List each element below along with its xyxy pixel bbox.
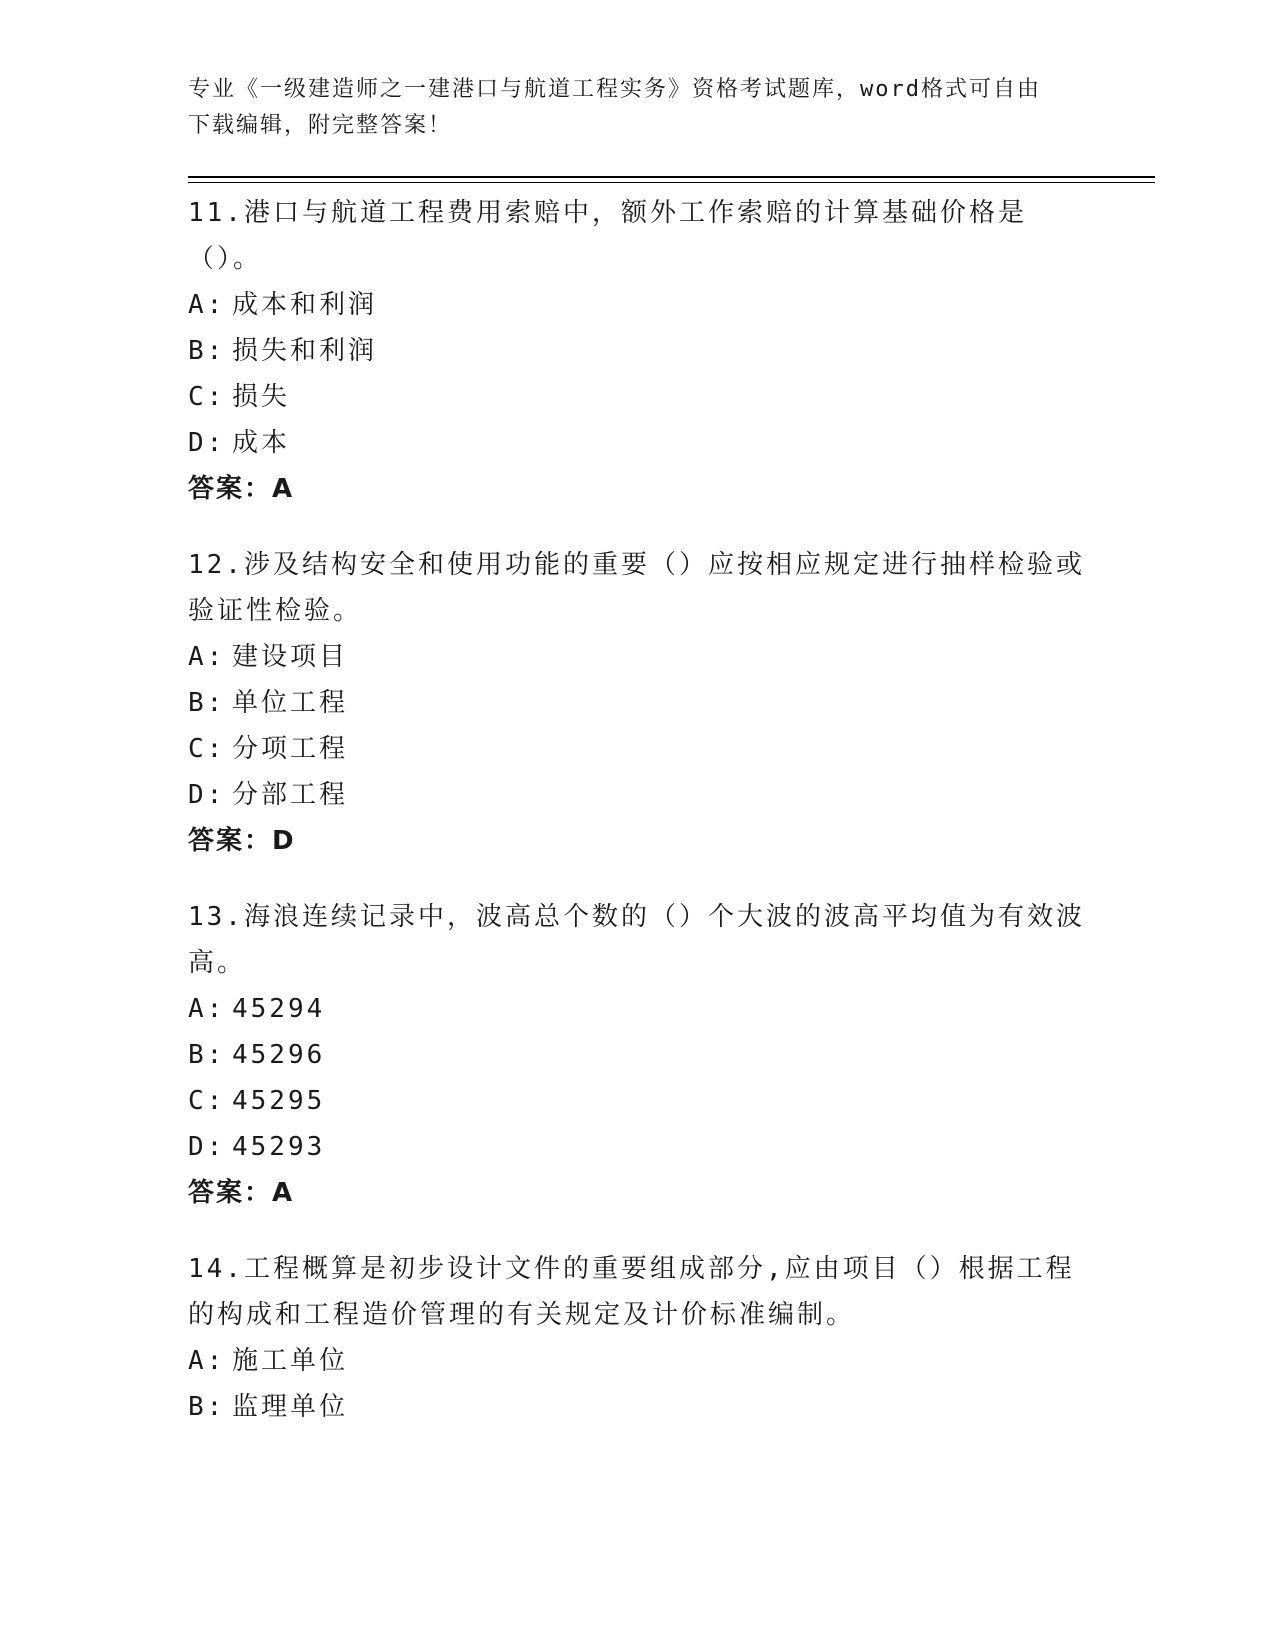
option-key: B:: [188, 1392, 226, 1422]
option-text: 施工单位: [232, 1346, 349, 1376]
document-header: [188, 72, 1088, 144]
option-text: 成本和利润: [232, 290, 378, 320]
option-c: [188, 374, 1088, 420]
option-a: [188, 634, 1088, 680]
option-text: 分部工程: [232, 780, 349, 810]
option-d: [188, 1124, 1088, 1170]
option-a: [188, 986, 1088, 1032]
option-text: 45296: [232, 1040, 326, 1070]
option-c: [188, 726, 1088, 772]
option-text: 45295: [232, 1086, 326, 1116]
option-key: D:: [188, 1132, 226, 1162]
option-key: B:: [188, 688, 226, 718]
question-12: [188, 542, 1088, 864]
question-text: 14.工程概算是初步设计文件的重要组成部分,应由项目（）根据工程的构成和工程造价管理的有关规定及计价标准编制。: [188, 1254, 1075, 1330]
answer-label: 答案：A: [188, 474, 295, 504]
option-b: [188, 680, 1088, 726]
option-key: B:: [188, 336, 226, 366]
option-key: A:: [188, 290, 226, 320]
question-text: 11.港口与航道工程费用索赔中，额外工作索赔的计算基础价格是（）。: [188, 198, 1027, 274]
header-line-1: 专业《一级建造师之一建港口与航道工程实务》资格考试题库，word格式可自由: [188, 77, 1041, 102]
option-c: [188, 1078, 1088, 1124]
question-list: [188, 190, 1088, 1460]
option-key: C:: [188, 734, 226, 764]
option-text: 45294: [232, 994, 326, 1024]
option-key: C:: [188, 1086, 226, 1116]
option-key: B:: [188, 1040, 226, 1070]
option-key: D:: [188, 428, 226, 458]
option-text: 损失和利润: [232, 336, 378, 366]
header-divider-thin: [188, 182, 1155, 183]
option-text: 建设项目: [232, 642, 349, 672]
header-line-2: 下载编辑，附完整答案！: [188, 113, 453, 138]
option-d: [188, 420, 1088, 466]
answer-label: 答案：D: [188, 826, 296, 856]
option-d: [188, 772, 1088, 818]
option-text: 损失: [232, 382, 291, 412]
answer-label: 答案：A: [188, 1178, 295, 1208]
option-key: A:: [188, 1346, 226, 1376]
question-text: 12.涉及结构安全和使用功能的重要（）应按相应规定进行抽样检验或验证性检验。: [188, 550, 1085, 626]
option-key: D:: [188, 780, 226, 810]
question-11: [188, 190, 1088, 512]
option-key: A:: [188, 642, 226, 672]
option-key: C:: [188, 382, 226, 412]
option-text: 成本: [232, 428, 291, 458]
option-text: 单位工程: [232, 688, 349, 718]
option-text: 监理单位: [232, 1392, 349, 1422]
option-text: 分项工程: [232, 734, 349, 764]
question-13: [188, 894, 1088, 1216]
option-b: [188, 1032, 1088, 1078]
option-a: [188, 282, 1088, 328]
option-b: [188, 1384, 1088, 1430]
option-a: [188, 1338, 1088, 1384]
option-b: [188, 328, 1088, 374]
option-key: A:: [188, 994, 226, 1024]
option-text: 45293: [232, 1132, 326, 1162]
header-divider-thick: [188, 176, 1155, 178]
question-14: [188, 1246, 1088, 1430]
question-text: 13.海浪连续记录中，波高总个数的（）个大波的波高平均值为有效波高。: [188, 902, 1085, 978]
